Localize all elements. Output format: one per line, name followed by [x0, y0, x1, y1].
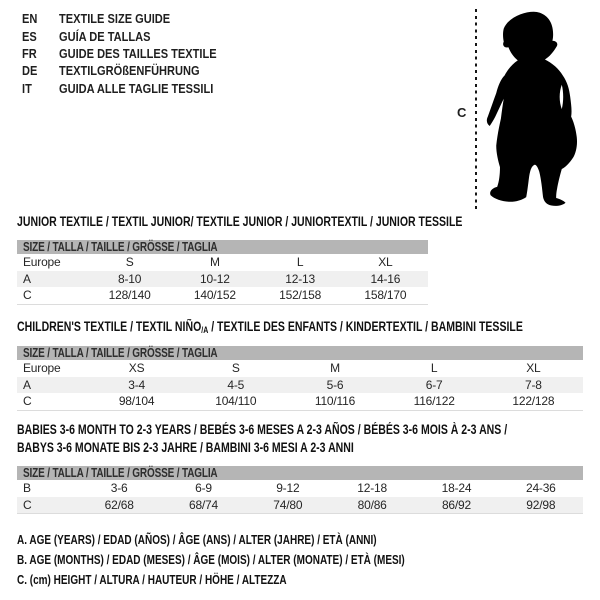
junior-section-title: JUNIOR TEXTILE / TEXTIL JUNIOR/ TEXTILE JUNIOR / JUNIORTEXTIL / JUNIOR TESSILE	[17, 214, 463, 229]
children-size-header-row	[17, 346, 583, 360]
junior-size-header-row	[17, 240, 428, 254]
children-size-table	[17, 346, 583, 411]
footnote-a: A. AGE (YEARS) / EDAD (AÑOS) / ÂGE (ANS) / ALTER (JAHRE) / ETÀ (ANNI)	[17, 533, 377, 547]
lang-code: FR	[22, 45, 37, 61]
babies-section-title	[17, 421, 600, 456]
col-header-europe: Europe	[23, 255, 61, 270]
lang-label: GUIDE DES TAILLES TEXTILE	[59, 45, 217, 61]
lang-label: TEXTILE SIZE GUIDE	[59, 11, 171, 27]
children-row-c	[17, 393, 583, 410]
footnote-c: C. (cm) HEIGHT / ALTURA / HAUTEUR / HÖHE / ALTEZZA	[17, 573, 287, 587]
height-measure-label: C	[457, 105, 467, 120]
cell: 8-10	[87, 271, 172, 288]
lang-code: ES	[22, 28, 37, 44]
cell: 104/110	[215, 394, 257, 409]
cell: 6-7	[385, 377, 484, 394]
row-label: C	[17, 497, 77, 514]
row-label: C	[23, 394, 32, 409]
cell: 116/122	[413, 394, 455, 409]
children-row-a	[17, 377, 583, 394]
language-list	[22, 10, 244, 97]
junior-size-table	[17, 240, 428, 305]
children-title-sub: /A	[201, 325, 209, 335]
cell: 6-9	[195, 481, 212, 496]
babies-row-b	[17, 480, 583, 497]
cell: 12-18	[357, 481, 387, 496]
size-header-cell: SIZE / TALLA / TAILLE / GRÖSSE / TAGLIA	[17, 346, 583, 360]
children-title-before: CHILDREN'S TEXTILE / TEXTIL NIÑO	[17, 319, 202, 334]
lang-row-es	[22, 27, 244, 44]
lang-row-it	[22, 80, 244, 97]
row-label: A	[17, 377, 87, 394]
cell: 68/74	[161, 497, 245, 514]
col-header-l: L	[430, 361, 438, 376]
cell: 4-5	[186, 377, 285, 394]
size-header-cell: SIZE / TALLA / TAILLE / GRÖSSE / TAGLIA	[17, 240, 428, 254]
col-header-m: M	[209, 255, 220, 270]
junior-row-a	[17, 271, 428, 288]
cell: 158/170	[364, 288, 407, 303]
lang-code: EN	[22, 11, 38, 27]
cell: 128/140	[108, 288, 151, 303]
cell: 86/92	[414, 497, 498, 514]
cell: 152/158	[279, 288, 322, 303]
cell: 9-12	[276, 481, 300, 496]
cell: 74/80	[246, 497, 330, 514]
cell: 10-12	[172, 271, 257, 288]
babies-size-table	[17, 466, 583, 514]
cell: 24-36	[525, 481, 556, 496]
col-header-s: S	[125, 255, 134, 270]
size-header-cell: SIZE / TALLA / TAILLE / GRÖSSE / TAGLIA	[17, 466, 583, 480]
cell: 92/98	[499, 497, 583, 514]
col-header-xl: XL	[526, 361, 541, 376]
lang-row-en	[22, 10, 244, 27]
row-label: A	[17, 271, 87, 288]
row-label: B	[23, 481, 31, 496]
babies-size-header-row	[17, 466, 583, 480]
cell: 3-4	[87, 377, 186, 394]
cell: 18-24	[441, 481, 472, 496]
cell: 110/116	[314, 394, 356, 409]
children-columns-row	[17, 360, 583, 377]
babies-title-line2: BABYS 3-6 MONATE BIS 2-3 JAHRE / BAMBINI 3-6 MESI A 2-3 ANNI	[17, 439, 354, 455]
col-header-m: M	[330, 361, 340, 376]
cell: 7-8	[484, 377, 583, 394]
lang-code: DE	[22, 63, 38, 79]
lang-label: GUÍA DE TALLAS	[59, 28, 151, 44]
col-header-xl: XL	[378, 255, 393, 270]
cell: 140/152	[193, 288, 236, 303]
col-header-s: S	[231, 361, 240, 376]
toddler-silhouette-icon	[485, 9, 588, 212]
lang-label: GUIDA ALLE TAGLIE TESSILI	[59, 80, 214, 96]
lang-code: IT	[22, 80, 32, 96]
children-section-title	[17, 319, 600, 334]
cell: 3-6	[110, 481, 128, 496]
babies-row-c	[17, 497, 583, 514]
lang-label: TEXTILGRÖßENFÜHRUNG	[59, 63, 200, 79]
cell: 5-6	[285, 377, 384, 394]
cell: 80/86	[330, 497, 414, 514]
col-header-l: L	[296, 255, 304, 270]
cell: 14-16	[343, 271, 428, 288]
col-header-europe: Europe	[23, 361, 61, 376]
row-label: C	[23, 288, 32, 303]
col-header-xs: XS	[128, 361, 145, 376]
lang-row-fr	[22, 45, 244, 62]
footnote-b: B. AGE (MONTHS) / EDAD (MESES) / ÂGE (MOIS) / ALTER (MONATE) / ETÀ (MESI)	[17, 553, 405, 567]
cell: 122/128	[512, 394, 555, 409]
junior-row-c	[17, 287, 428, 304]
cell: 98/104	[118, 394, 155, 409]
babies-title-line1: BABIES 3-6 MONTH TO 2-3 YEARS / BEBÉS 3-6 MESES A 2-3 AÑOS / BÉBÉS 3-6 MOIS À 2-3 ANS /	[17, 422, 508, 437]
cell: 12-13	[258, 271, 343, 288]
junior-columns-row	[17, 254, 428, 271]
height-measure-dashed-line	[475, 9, 477, 210]
lang-row-de	[22, 62, 244, 79]
children-title-after: / TEXTILE DES ENFANTS / KINDERTEXTIL / BAMBINI TESSILE	[208, 319, 523, 334]
cell: 62/68	[77, 497, 161, 514]
footnotes	[17, 533, 502, 593]
